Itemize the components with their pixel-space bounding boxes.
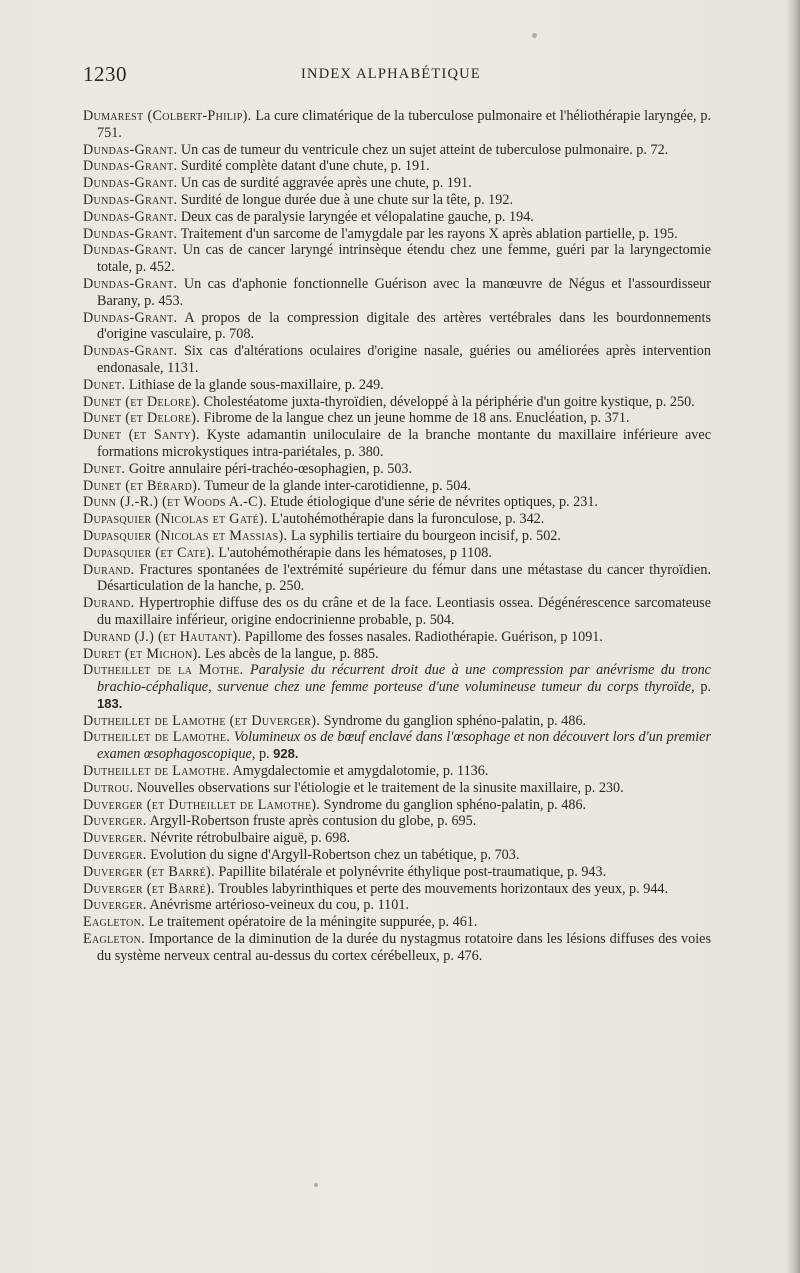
entry-author: Durand (J.) (et Hautant).: [83, 628, 242, 645]
entry-author: Duverger.: [83, 813, 147, 830]
entry-author: Duverger.: [83, 847, 147, 864]
entry-author: Eagleton.: [83, 914, 145, 931]
entry-author: Dumarest (Colbert-Philip).: [83, 108, 252, 124]
entry-author: Dundas-Grant.: [83, 158, 178, 175]
entry-text: Surdité complète datant d'une chute, p. 191.: [177, 158, 430, 175]
entry-author: Dundas-Grant.: [83, 309, 178, 326]
entry-author: Dundas-Grant.: [83, 175, 178, 192]
entry-text: p.: [694, 679, 712, 696]
index-entry: [83, 410, 711, 427]
index-entry: [83, 881, 711, 898]
entry-author: Dupasquier (Nicolas et Gaté).: [83, 511, 268, 528]
entry-text: Papillome des fosses nasales. Radiothérapie. Guérison, p 1091.: [241, 628, 603, 645]
entry-author: Durand.: [83, 595, 135, 612]
entry-text: La cure climatérique de la tuberculose pulmonaire et l'héliothérapie laryngée, p. 751.: [97, 108, 711, 141]
index-entry: [83, 528, 711, 545]
index-entry: [83, 562, 711, 596]
index-entry: [83, 864, 711, 881]
index-entry: [83, 847, 711, 864]
entry-text: Un cas de surdité aggravée après une chute, p. 191.: [177, 175, 472, 192]
running-title: INDEX ALPHABÉTIQUE: [301, 66, 481, 82]
entry-text: Syndrome du ganglion sphéno-palatin, p. 486.: [320, 796, 587, 813]
index-entry: [83, 897, 711, 914]
index-entry: [83, 763, 711, 780]
index-entry: [83, 545, 711, 562]
entry-author: Dunet.: [83, 460, 126, 477]
index-entry: [83, 662, 711, 712]
index-entry: [83, 461, 711, 478]
index-entry: [83, 175, 711, 192]
entry-author: Dunet.: [83, 376, 126, 393]
entry-text: Tumeur de la glande inter-carotidienne, p. 504.: [200, 477, 471, 494]
index-entry: [83, 377, 711, 394]
index-entry: [83, 427, 711, 461]
paper-speck: [532, 33, 537, 38]
entry-author: Dutrou.: [83, 779, 134, 796]
entry-text: Six cas d'altérations oculaires d'origine nasale, guéries ou améliorées après intervention endonasale, 1131.: [97, 343, 711, 376]
entry-text: L'autohémothérapie dans la furonculose, p. 342.: [267, 511, 545, 528]
entry-text: Deux cas de paralysie laryngée et vélopalatine gauche, p. 194.: [177, 208, 534, 225]
paper-speck: [314, 1183, 318, 1187]
entry-text: Etude étiologique d'une série de névrites optiques, p. 231.: [266, 494, 598, 511]
entry-title-italic: Paralysie du récurrent droit due à une compression par anévrisme du tronc brachio-céphalique, survenue chez une femme porteuse d'une volumineuse tumeur du corps thyroïde,: [97, 662, 711, 696]
entry-page-bold: 928.: [273, 746, 299, 762]
entry-text: Surdité de longue durée due à une chute sur la tête, p. 192.: [177, 191, 514, 208]
entry-text: Les abcès de la langue, p. 885.: [201, 645, 379, 662]
entry-text: L'autohémothérapie dans les hématoses, p 1108.: [214, 544, 492, 561]
entry-text: Névrite rétrobulbaire aiguë, p. 698.: [146, 830, 350, 847]
page-number: 1230: [83, 62, 127, 86]
entry-author: Duverger.: [83, 830, 147, 847]
entry-text: La syphilis tertiaire du bourgeon incisif, p. 502.: [287, 527, 561, 544]
index-entry: [83, 242, 711, 276]
entry-text: Hypertrophie diffuse des os du crâne et de la face. Leontiasis ossea. Dégénérescence sarcomateuse du maxillaire inférieur, origine endocrinienne probable, p. 504.: [97, 595, 711, 628]
index-entry: [83, 713, 711, 730]
index-entry: [83, 931, 711, 965]
entry-text: Papillite bilatérale et polynévrite éthylique post-traumatique, p. 943.: [214, 863, 607, 880]
entry-author: Durand.: [83, 561, 135, 578]
index-entry: [83, 494, 711, 511]
index-entry: [83, 394, 711, 411]
entry-author: Dunet (et Delore).: [83, 410, 201, 427]
entry-text: Un cas de cancer laryngé intrinsèque étendu chez une femme, guéri par la laryngectomie totale, p. 452.: [97, 242, 711, 276]
index-entry: [83, 595, 711, 629]
entry-author: Duverger.: [83, 897, 147, 914]
index-entry: [83, 192, 711, 209]
entry-author: Dunn (J.-R.) (et Woods A.-C).: [83, 494, 267, 511]
entry-text: Evolution du signe d'Argyll-Robertson chez un tabétique, p. 703.: [146, 847, 520, 864]
entry-author: Dutheillet de Lamothe (et Duverger).: [83, 712, 321, 729]
entry-text: Traitement d'un sarcome de l'amygdale par les rayons X après ablation partielle, p. 195.: [177, 225, 678, 242]
index-entry: [83, 629, 711, 646]
entry-author: Dunet (et Santy).: [83, 427, 200, 444]
index-entry: [83, 797, 711, 814]
index-entry: [83, 830, 711, 847]
index-entry: [83, 914, 711, 931]
index-entry: [83, 813, 711, 830]
index-entry: [83, 729, 711, 763]
entry-author: Dundas-Grant.: [83, 208, 178, 225]
entry-text: Importance de la diminution de la durée du nystagmus rotatoire dans les lésions diffuses des voies du système nerveux central au-dessus du cortex cérébelleux, p. 476.: [97, 931, 711, 964]
page-header: [83, 62, 723, 88]
entry-author: Dutheillet de Lamothe.: [83, 763, 230, 780]
entry-text: A propos de la compression digitale des artères vertébrales dans les bourdonnements d'origine vasculaire, p. 708.: [97, 309, 711, 343]
index-entry: [83, 780, 711, 797]
entry-text: Troubles labyrinthiques et perte des mouvements horizontaux des yeux, p. 944.: [214, 880, 669, 897]
index-entry: [83, 209, 711, 226]
index-entry: [83, 276, 711, 310]
entry-author: Duverger (et Barré).: [83, 880, 215, 897]
entry-author: Dundas-Grant.: [83, 141, 178, 158]
entry-text: Un cas d'aphonie fonctionnelle Guérison avec la manœuvre de Négus et l'assourdisseur Barany, p. 453.: [97, 275, 711, 309]
entry-author: Dundas-Grant.: [83, 225, 178, 242]
index-entry: [83, 646, 711, 663]
entry-author: Dutheillet de la Mothe.: [83, 662, 244, 679]
entry-author: Dundas-Grant.: [83, 191, 178, 208]
entry-text: Fractures spontanées de l'extrémité supérieure du fémur dans une métastase du cancer thyroïdien. Désarticulation de la hanche, p. 250.: [97, 561, 711, 595]
index-entry: [83, 511, 711, 528]
entry-author: Dundas-Grant.: [83, 275, 178, 292]
page-edge-shadow: [786, 0, 800, 1273]
entry-author: Eagleton.: [83, 931, 145, 948]
entry-text: Goitre annulaire péri-trachéo-œsophagien, p. 503.: [125, 460, 413, 477]
index-entry: [83, 142, 711, 159]
index-entry: [83, 108, 711, 142]
index-entry: [83, 343, 711, 377]
entry-text: p.: [255, 746, 274, 763]
entry-title-italic: Volumineux os de bœuf enclavé dans l'œsophage et non découvert lors d'un premier examen œsophagoscopique,: [97, 729, 711, 763]
entry-text: Cholestéatome juxta-thyroïdien, développé à la périphérie d'un goitre kystique, p. 250.: [200, 393, 695, 410]
index-entry: [83, 158, 711, 175]
index-entry: [83, 226, 711, 243]
entry-author: Duverger (et Dutheillet de Lamothe).: [83, 796, 321, 813]
index-entry: [83, 478, 711, 495]
entry-author: Dundas-Grant.: [83, 343, 178, 360]
entry-text: Nouvelles observations sur l'étiologie et le traitement de la sinusite maxillaire, p. 230.: [133, 779, 624, 796]
entry-author: Dupasquier (Nicolas et Massias).: [83, 527, 288, 544]
entry-text: Syndrome du ganglion sphéno-palatin, p. 486.: [320, 712, 587, 729]
entry-text: Kyste adamantin uniloculaire de la branche montante du maxillaire inférieure avec formations microkystiques intra-pariétales, p. 380.: [97, 427, 711, 460]
entry-text: Amygdalectomie et amygdalotomie, p. 1136.: [229, 763, 489, 780]
entry-author: Duret (et Michon).: [83, 645, 202, 662]
entry-author: Dutheillet de Lamothe.: [83, 729, 231, 746]
entry-text: Fibrome de la langue chez un jeune homme de 18 ans. Enucléation, p. 371.: [200, 410, 630, 427]
entry-page-bold: 183.: [97, 695, 123, 711]
entry-author: Dundas-Grant.: [83, 242, 178, 259]
entry-text: Argyll-Robertson fruste après contusion du globe, p. 695.: [146, 813, 477, 830]
entry-author: Duverger (et Barré).: [83, 863, 215, 880]
index-entries: [83, 108, 711, 965]
entry-author: Dupasquier (et Cate).: [83, 544, 215, 561]
entry-author: Dunet (et Delore).: [83, 393, 201, 410]
entry-text: Anévrisme artérioso-veineux du cou, p. 1101.: [146, 897, 409, 914]
index-entry: [83, 310, 711, 344]
entry-author: Dunet (et Bérard).: [83, 477, 201, 494]
entry-text: Lithiase de la glande sous-maxillaire, p. 249.: [125, 376, 384, 393]
entry-text: Un cas de tumeur du ventricule chez un sujet atteint de tuberculose pulmonaire. p. 72.: [177, 141, 669, 158]
entry-text: Le traitement opératoire de la méningite suppurée, p. 461.: [144, 914, 478, 931]
